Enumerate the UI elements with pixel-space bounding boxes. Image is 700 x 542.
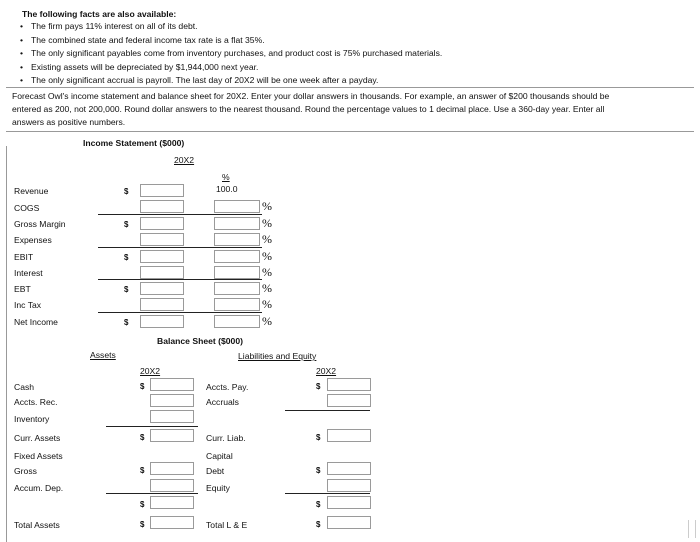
assets-header: Assets (90, 350, 116, 360)
income-rule-gross-margin (98, 214, 262, 215)
asset-rule-curr-assets (106, 426, 198, 427)
dollar-sign: $ (140, 433, 145, 442)
dollar-sign: $ (316, 382, 321, 391)
assets-year-header: 20X2 (140, 366, 161, 376)
liab-label-equity: Equity (206, 483, 230, 493)
curr-assets-input[interactable] (150, 429, 194, 442)
gross-fixed-input[interactable] (150, 462, 194, 475)
dollar-sign: $ (140, 520, 145, 529)
row-label-inc-tax: Inc Tax (14, 300, 42, 310)
dollar-sign: $ (124, 285, 129, 294)
curr-liab-input[interactable] (327, 429, 371, 442)
percent-sign: % (262, 216, 272, 230)
inventory-input[interactable] (150, 410, 194, 423)
ebt-amount-input[interactable] (140, 282, 184, 295)
percent-sign: % (262, 297, 272, 311)
expenses-pct-input[interactable] (214, 233, 260, 246)
net-fixed-input[interactable] (150, 496, 194, 509)
fact-item: • The only significant accrual is payroll. The last day of 20X2 will be one week after a payday. (17, 74, 442, 88)
instructions-line-2: entered as 200, not 200,000. Round dollar answers to the nearest thousand. Round the percentage values to 1 decimal place. Use a 360-day year. Enter all (12, 104, 605, 114)
inc-tax-amount-input[interactable] (140, 298, 184, 311)
ebit-amount-input[interactable] (140, 250, 184, 263)
income-rule-ebt (98, 279, 262, 280)
dollar-sign: $ (124, 253, 129, 262)
row-label-expenses: Expenses (14, 235, 52, 245)
net-income-amount-input[interactable] (140, 315, 184, 328)
dollar-sign: $ (140, 466, 145, 475)
fact-item: • The combined state and federal income tax rate is a flat 35%. (17, 34, 442, 48)
total-assets-input[interactable] (150, 516, 194, 529)
income-rule-ebit (98, 247, 262, 248)
row-label-cogs: COGS (14, 203, 40, 213)
ebit-pct-input[interactable] (214, 250, 260, 263)
balance-sheet-title: Balance Sheet ($000) (157, 336, 243, 346)
row-label-gross-margin: Gross Margin (14, 219, 66, 229)
asset-rule-net-fixed (106, 493, 198, 494)
gross-margin-pct-input[interactable] (214, 217, 260, 230)
income-statement-title: Income Statement ($000) (83, 138, 185, 148)
expenses-amount-input[interactable] (140, 233, 184, 246)
interest-pct-input[interactable] (214, 266, 260, 279)
dollar-sign: $ (316, 466, 321, 475)
accruals-input[interactable] (327, 394, 371, 407)
liab-label-total-le: Total L & E (206, 520, 248, 530)
fact-item: • The firm pays 11% interest on all of its debt. (17, 20, 442, 34)
dollar-sign: $ (124, 318, 129, 327)
liab-label-debt: Debt (206, 466, 225, 476)
dollar-sign: $ (140, 382, 145, 391)
liab-label-capital: Capital (206, 451, 233, 461)
liab-rule-capital (285, 493, 370, 494)
asset-label-total-assets: Total Assets (14, 520, 60, 530)
debt-input[interactable] (327, 462, 371, 475)
percent-sign: % (262, 249, 272, 263)
gross-margin-amount-input[interactable] (140, 217, 184, 230)
facts-list (17, 20, 442, 88)
percent-sign: % (262, 314, 272, 328)
dollar-sign: $ (316, 520, 321, 529)
percent-sign: % (262, 232, 272, 246)
asset-label-cash: Cash (14, 382, 35, 392)
inc-tax-pct-input[interactable] (214, 298, 260, 311)
income-year-header: 20X2 (174, 155, 195, 165)
interest-amount-input[interactable] (140, 266, 184, 279)
accts-rec-input[interactable] (150, 394, 194, 407)
row-label-ebit: EBIT (14, 252, 34, 262)
liab-label-accruals: Accruals (206, 397, 239, 407)
liabilities-header: Liabilities and Equity (238, 351, 317, 361)
accts-pay-input[interactable] (327, 378, 371, 391)
liab-rule-curr-liab (285, 410, 370, 411)
dollar-sign: $ (140, 500, 145, 509)
total-le-input[interactable] (327, 516, 371, 529)
capital-total-input[interactable] (327, 496, 371, 509)
liab-label-accts-pay: Accts. Pay. (206, 382, 249, 392)
dollar-sign: $ (316, 500, 321, 509)
cogs-pct-input[interactable] (214, 200, 260, 213)
income-rule-net-income (98, 312, 262, 313)
fact-item: • The only significant payables come from inventory purchases, and product cost is 75% purchased materials. (17, 47, 442, 61)
row-label-net-income: Net Income (14, 317, 58, 327)
fact-item: • Existing assets will be depreciated by $1,944,000 next year. (17, 61, 442, 75)
left-border (6, 146, 7, 542)
asset-label-fixed-assets: Fixed Assets (14, 451, 63, 461)
asset-label-curr-assets: Curr. Assets (14, 433, 61, 443)
instructions-line-1: Forecast Owl's income statement and balance sheet for 20X2. Enter your dollar answers in thousands. For example, an answer of $200 thousands should be (12, 91, 610, 101)
asset-label-accts-rec: Accts. Rec. (14, 397, 58, 407)
asset-label-accum-dep: Accum. Dep. (14, 483, 64, 493)
percent-sign: % (262, 265, 272, 279)
revenue-pct: 100.0 (216, 184, 238, 194)
row-label-interest: Interest (14, 268, 43, 278)
resize-grip[interactable] (688, 520, 696, 538)
row-label-ebt: EBT (14, 284, 31, 294)
pct-header: % (222, 172, 230, 182)
liabilities-year-header: 20X2 (316, 366, 337, 376)
facts-title: The following facts are also available: (22, 9, 177, 19)
cash-input[interactable] (150, 378, 194, 391)
percent-sign: % (262, 281, 272, 295)
divider-bottom (6, 131, 694, 132)
dollar-sign: $ (316, 433, 321, 442)
ebt-pct-input[interactable] (214, 282, 260, 295)
row-label-revenue: Revenue (14, 186, 49, 196)
equity-input[interactable] (327, 479, 371, 492)
asset-label-inventory: Inventory (14, 414, 50, 424)
liab-label-curr-liab: Curr. Liab. (206, 433, 246, 443)
percent-sign: % (262, 199, 272, 213)
instructions-line-3: answers as positive numbers. (12, 117, 126, 127)
net-income-pct-input[interactable] (214, 315, 260, 328)
divider-top (6, 87, 694, 88)
cogs-amount-input[interactable] (140, 200, 184, 213)
asset-label-gross: Gross (14, 466, 37, 476)
dollar-sign: $ (124, 220, 129, 229)
dollar-sign: $ (124, 187, 129, 196)
accum-dep-input[interactable] (150, 479, 194, 492)
revenue-amount-input[interactable] (140, 184, 184, 197)
